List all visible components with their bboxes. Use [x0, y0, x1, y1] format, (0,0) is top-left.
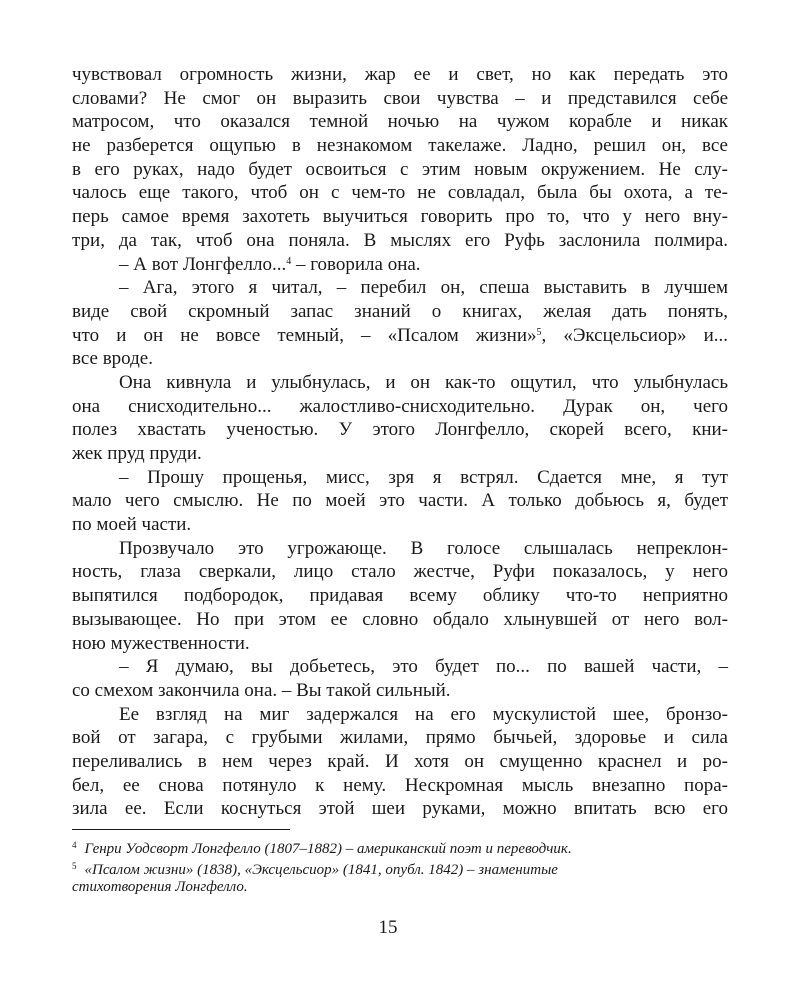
- text-line-content: матросом, что оказался темной ночью на чужом корабле и никак: [72, 111, 728, 133]
- text-line: [72, 229, 728, 253]
- text-line: [72, 513, 728, 537]
- text-line-content: бел, ее снова потянуло к нему. Нескромная мысль внезапно пора-: [72, 774, 728, 796]
- text-line: [72, 726, 728, 750]
- text-line-content: – говорила она.: [291, 253, 421, 275]
- footnote: [72, 877, 728, 898]
- text-line-content: – Ага, этого я читал, – перебил он, спеша выставить в лучшем: [119, 277, 728, 299]
- text-line: [72, 442, 728, 466]
- text-line-content: в его руках, надо будет освоиться с этим новым окружением. Не слу-: [72, 158, 728, 180]
- footnote-text: «Псалом жизни» (1838), «Эксцельсиор» (1841, опубл. 1842) – знаменитые: [84, 862, 558, 878]
- text-line-content: Ее взгляд на миг задержался на его мускулистой шее, бронзо-: [119, 703, 728, 725]
- text-line: [72, 371, 728, 395]
- text-line-content: полез хвастать ученостью. У этого Лонгфелло, скорей всего, кни-: [72, 419, 728, 441]
- footnote: [72, 856, 728, 877]
- text-line-content: три, да так, чтоб она поняла. В мыслях его Руфь заслонила полмира.: [72, 229, 728, 251]
- page-number: 15: [378, 917, 398, 938]
- text-line-content: виде свой скромный запас знаний о книгах, желая дать понять,: [72, 300, 728, 322]
- text-line: [72, 774, 728, 798]
- text-line-content: переливались в нем через край. И хотя он смущенно краснел и ро-: [72, 750, 728, 772]
- text-line: [72, 418, 728, 442]
- text-line: [72, 750, 728, 774]
- text-line-content: вызывающее. Но при этом ее словно обдало хлынувшей от него вол-: [72, 608, 728, 630]
- text-line: [72, 608, 728, 632]
- text-line: [72, 466, 728, 490]
- text-line: [72, 395, 728, 419]
- text-line-content: – А вот Лонгфелло...: [119, 253, 287, 275]
- footnote-text: Генри Уодсворт Лонгфелло (1807–1882) – американский поэт и переводчик.: [84, 841, 572, 857]
- text-line: [72, 87, 728, 111]
- text-line-content: со смехом закончила она. – Вы такой сильный.: [72, 679, 451, 701]
- text-line-content: чувствовал огромность жизни, жар ее и свет, но как передать это: [72, 64, 728, 85]
- text-line: [72, 324, 728, 348]
- text-line: [72, 797, 728, 821]
- text-line: [72, 655, 728, 679]
- text-line-content: ною мужественности.: [72, 632, 250, 654]
- text-line: [72, 489, 728, 513]
- text-line-content: все вроде.: [72, 348, 153, 370]
- text-line-content: выпятился подбородок, придавая всему облику что-то неприятно: [72, 585, 728, 607]
- text-line-content: зила ее. Если коснуться этой шеи руками, можно впитать всю его: [72, 798, 728, 820]
- text-line: [72, 703, 728, 727]
- footnote-ref[interactable]: 4: [286, 255, 292, 267]
- footnote-number: 5: [72, 861, 77, 871]
- text-line-content: Прозвучало это угрожающе. В голосе слышалась непреклон-: [119, 537, 728, 559]
- text-line: [72, 205, 728, 229]
- text-line-content: вой от загара, с грубыми жилами, прямо бычьей, здоровье и сила: [72, 727, 728, 749]
- text-line-content: не разберется ощупью в незнакомом такелаже. Ладно, решил он, все: [72, 135, 728, 157]
- text-line: [72, 584, 728, 608]
- text-line: [72, 181, 728, 205]
- text-line-content: чалось еще такого, чтоб он с чем-то не совладал, была бы охота, а те-: [72, 182, 728, 204]
- footnote: [72, 835, 728, 856]
- text-line-content: ность, глаза сверкали, лицо стало жестче, Руфи показалось, у него: [72, 561, 728, 583]
- text-line: [72, 63, 728, 87]
- text-line: [72, 632, 728, 656]
- text-line-content: – Прошу прощенья, мисс, зря я встрял. Сдается мне, я тут: [119, 466, 728, 488]
- text-line: [72, 679, 728, 703]
- text-line-content: – Я думаю, вы добьетесь, это будет по... по вашей части, –: [119, 656, 728, 678]
- text-line-content: она снисходительно... жалостливо-снисходительно. Дурак он, чего: [72, 395, 728, 417]
- text-line: [72, 537, 728, 561]
- footnotes: [72, 835, 728, 898]
- text-line-content: мало чего смыслю. Не по моей это части. А только добьюсь я, будет: [72, 490, 728, 512]
- text-line: [72, 158, 728, 182]
- text-line: [72, 253, 728, 277]
- text-line-content: словами? Не смог он выразить свои чувства – и представился себе: [72, 87, 728, 109]
- text-line: [72, 110, 728, 134]
- text-line-content: Она кивнула и улыбнулась, и он как-то ощутил, что улыбнулась: [119, 371, 728, 393]
- text-line: [72, 560, 728, 584]
- footnote-number: 4: [72, 840, 77, 850]
- text-line-content: , «Эксцельсиор» и...: [541, 324, 728, 346]
- text-line-content: по моей части.: [72, 514, 192, 536]
- text-line: [72, 300, 728, 324]
- text-line-content: жек пруд пруди.: [72, 443, 202, 464]
- text-line: [72, 134, 728, 158]
- footnote-divider: [72, 829, 290, 830]
- text-line-content: перь самое время захотеть выучиться говорить про то, что у него вну-: [72, 206, 728, 228]
- body-text: [72, 63, 728, 821]
- text-line: [72, 347, 728, 371]
- footnote-text: стихотворения Лонгфелло.: [72, 879, 248, 895]
- footnote-ref[interactable]: 5: [536, 326, 542, 338]
- text-line: [72, 276, 728, 300]
- text-line-content: что и он не вовсе темный, – «Псалом жизни»: [72, 324, 537, 346]
